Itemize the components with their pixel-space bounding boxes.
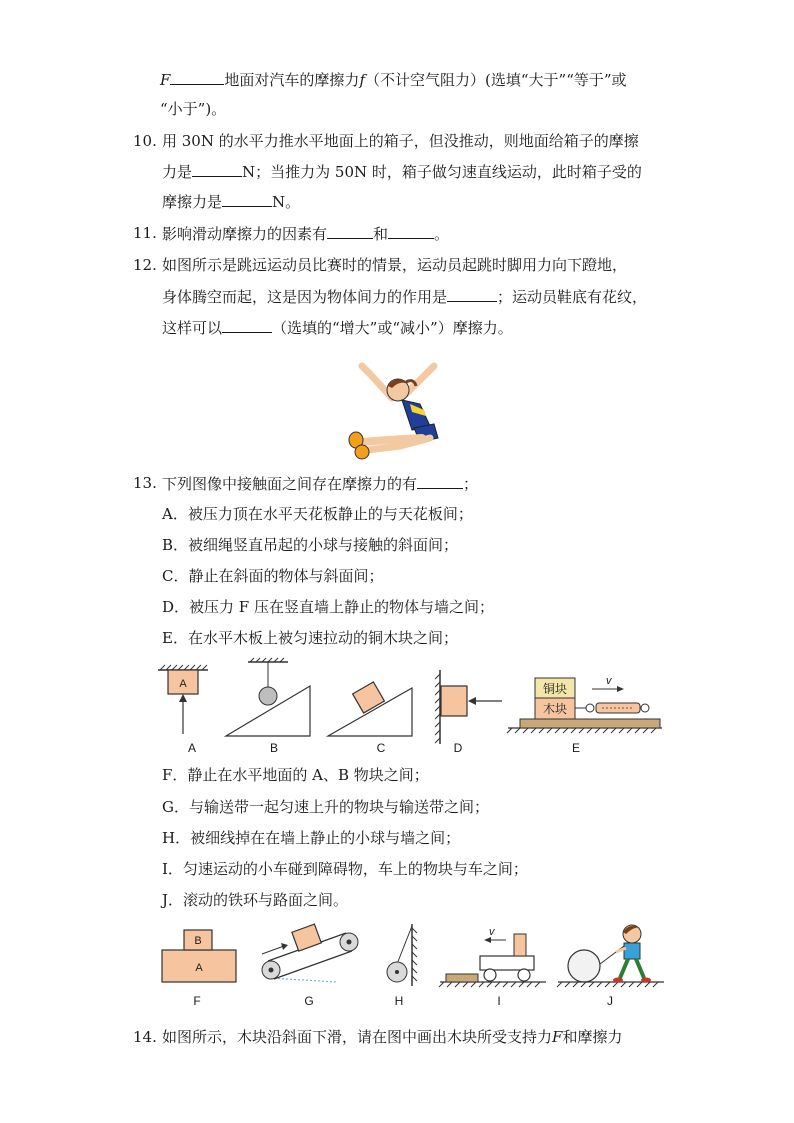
- answer-blank[interactable]: [388, 222, 434, 239]
- q10-text-cont: N。: [272, 193, 301, 211]
- q12-number: 12.: [133, 256, 157, 274]
- q13-option-c: C．静止在斜面的物体与斜面间；: [162, 567, 384, 585]
- q10-line-3: [162, 190, 300, 212]
- q14-line-1: [162, 1026, 622, 1048]
- q11-text: 影响滑动摩擦力的因素有: [162, 225, 328, 243]
- q12-text-cont: （选填的“增大”或“减小”）摩擦力。: [272, 319, 513, 337]
- answer-blank[interactable]: [327, 222, 373, 239]
- fig-caption-e: E: [571, 741, 580, 755]
- q13-option-d: D．被压力 F 压在竖直墙上静止的物体与墙之间；: [162, 598, 494, 616]
- fig-caption-g: G: [304, 994, 314, 1008]
- q14-text-cont: 和摩擦力: [562, 1028, 623, 1046]
- answer-blank[interactable]: [192, 160, 242, 177]
- q13-option-g: G．与输送带一起匀速上升的物块与输送带之间；: [162, 798, 489, 816]
- q12-text: 这样可以: [162, 319, 223, 337]
- fig-caption-h: H: [394, 994, 404, 1008]
- q10-number: 10.: [133, 132, 157, 150]
- q13-number: 13.: [133, 474, 157, 492]
- q14-number: 14.: [133, 1028, 157, 1046]
- fig-caption-f: F: [193, 994, 201, 1008]
- q13-option-h: H．被细线掉在在墙上静止的小球与墙之间；: [162, 829, 461, 847]
- answer-blank[interactable]: [417, 472, 463, 489]
- q9-line-2: “小于”)。: [160, 100, 227, 118]
- figure-j: [557, 925, 664, 987]
- figure-i: [439, 926, 546, 987]
- q11-and: 和: [373, 225, 389, 243]
- fig-caption-i: I: [497, 994, 501, 1008]
- figure-row-2: [150, 920, 670, 992]
- q11-line: [162, 222, 449, 244]
- block-a-label: A: [195, 962, 203, 974]
- answer-blank[interactable]: [222, 190, 272, 207]
- q12-line-1: 如图所示是跳远运动员比赛时的情景，运动员起跳时脚用力向下蹬地，: [162, 256, 628, 274]
- q10-text: 摩擦力是: [162, 193, 223, 211]
- fig-caption-d: D: [453, 741, 463, 755]
- q9-text-cont: （不计空气阻力）(选填“大于”“等于”或: [365, 71, 627, 89]
- figure-b: [226, 658, 310, 736]
- q10-line-2: [162, 160, 642, 182]
- q12-text-cont: ；运动员鞋底有花纹，: [497, 288, 648, 306]
- fig-caption-j: J: [607, 994, 613, 1008]
- q10-text-cont: N；当推力为 50N 时，箱子做匀速直线运动，此时箱子受的: [242, 163, 642, 181]
- long-jumper-illustration: [340, 360, 450, 460]
- q10-line-1: 用 30N 的水平力推水平地面上的箱子，但没推动，则地面给箱子的摩擦: [162, 132, 639, 150]
- q11-end: 。: [434, 225, 450, 243]
- force-symbol: F: [160, 71, 171, 89]
- figure-h: [387, 924, 417, 986]
- figure-row-1: [150, 656, 670, 746]
- figure-g: [262, 924, 358, 982]
- q13-option-i: I．匀速运动的小车碰到障碍物，车上的物块与车之间；: [162, 860, 528, 878]
- figure-d: [435, 670, 502, 744]
- block-b-label: B: [194, 935, 202, 947]
- copper-block-label: 铜块: [542, 682, 568, 696]
- q13-text: 下列图像中接触面之间存在摩擦力的有: [162, 475, 418, 493]
- friction-symbol: f: [359, 71, 365, 89]
- q13-stem: [162, 472, 478, 494]
- q12-text: 身体腾空而起，这是因为物体间力的作用是: [162, 288, 448, 306]
- figure-e: [507, 675, 662, 733]
- q10-text: 力是: [162, 163, 193, 181]
- q12-line-2: [162, 285, 647, 307]
- force-symbol: F: [552, 1028, 563, 1046]
- wood-block-label: 木块: [542, 702, 568, 716]
- answer-blank[interactable]: [447, 285, 497, 302]
- figure-a: [158, 665, 208, 734]
- answer-blank[interactable]: [170, 68, 224, 85]
- block-a-label: A: [179, 678, 187, 690]
- q13-end: ；: [463, 475, 479, 493]
- q13-option-a: A．被压力顶在水平天花板静止的与天花板间；: [162, 505, 473, 523]
- q14-text: 如图所示，木块沿斜面下滑，请在图中画出木块所受支持力: [162, 1028, 553, 1046]
- fig-caption-c: C: [376, 741, 386, 755]
- q13-option-f: F．静止在水平地面的 A、B 物块之间；: [162, 766, 429, 784]
- q13-option-j: J．滚动的铁环与路面之间。: [162, 891, 349, 909]
- answer-blank[interactable]: [222, 316, 272, 333]
- q9-line-1: [160, 68, 627, 90]
- velocity-label: v: [489, 926, 495, 938]
- fig-caption-b: B: [269, 741, 278, 755]
- fig-caption-a: A: [187, 741, 196, 755]
- figure-c: [328, 682, 412, 736]
- figure-f: [162, 930, 236, 982]
- q13-option-e: E．在水平木板上被匀速拉动的铜木块之间；: [162, 629, 458, 647]
- q13-option-b: B．被细绳竖直吊起的小球与接触的斜面间；: [162, 536, 459, 554]
- q9-text: 地面对汽车的摩擦力: [224, 71, 360, 89]
- velocity-label: v: [606, 675, 612, 687]
- q11-number: 11.: [133, 224, 157, 242]
- q12-line-3: [162, 316, 513, 338]
